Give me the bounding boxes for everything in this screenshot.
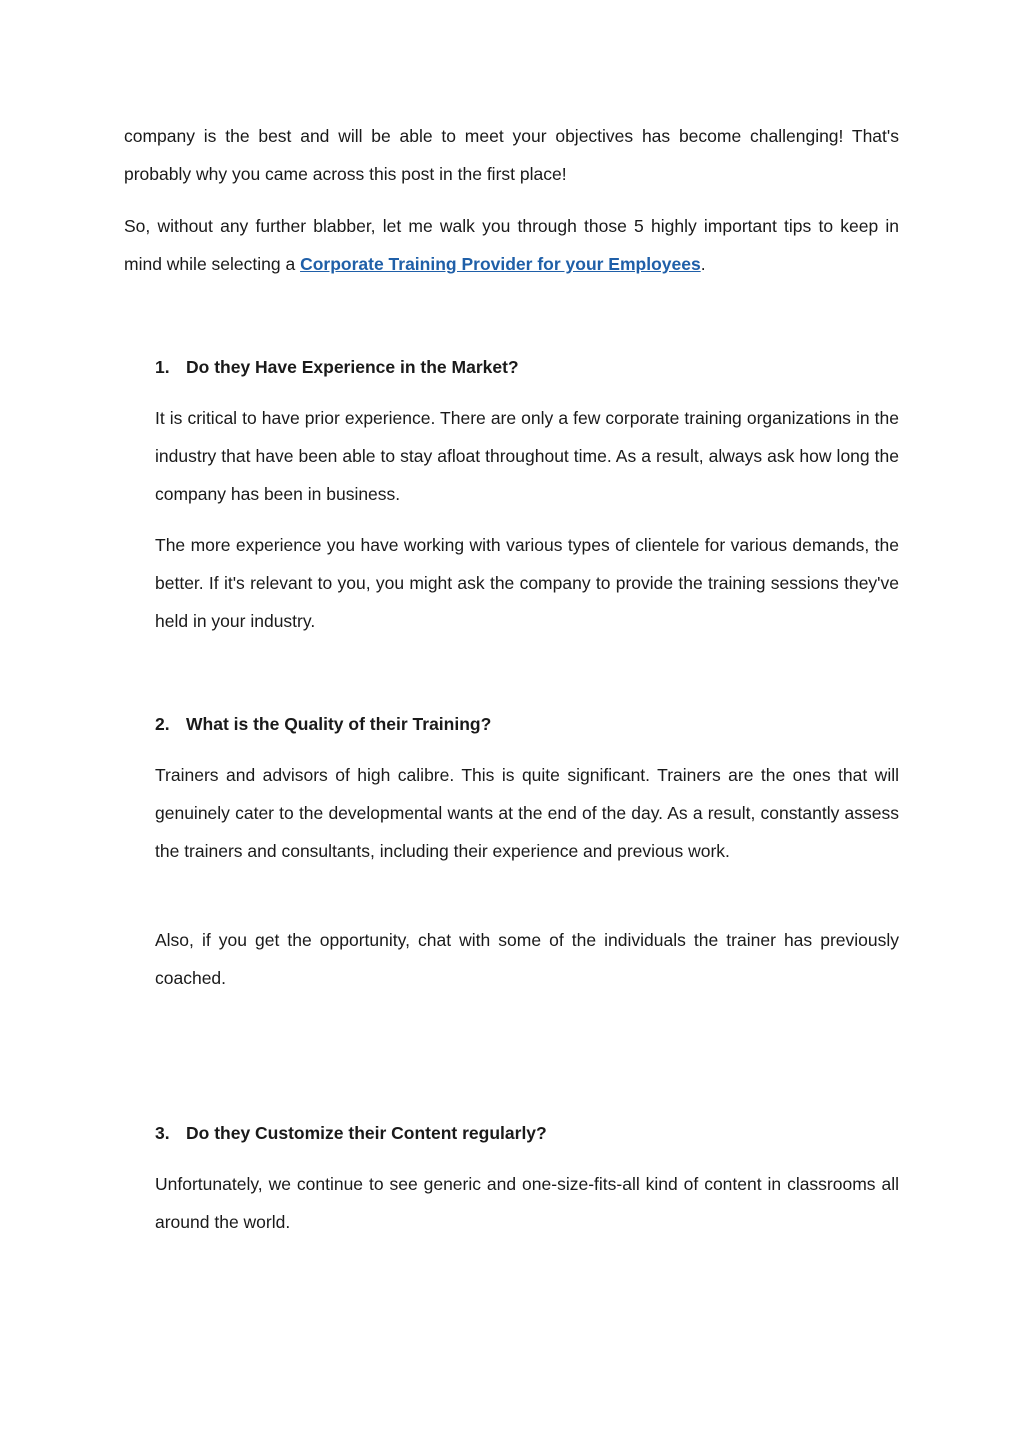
section-2-paragraph-1: Trainers and advisors of high calibre. This is quite significant. Trainers are the ones that will genuinely cater to the developmental wants at the end of the day. As a result, constantly assess the trainers and consultants, including their experience and previous work. [155, 765, 899, 861]
section-1-paragraph-2: The more experience you have working with various types of clientele for various demands, the better. If it's relevant to you, you might ask the company to provide the training sessions they've held in your industry. [155, 535, 899, 631]
section-3-paragraph-1: Unfortunately, we continue to see generic and one-size-fits-all kind of content in classrooms all around the world. [155, 1174, 899, 1232]
corporate-training-link[interactable]: Corporate Training Provider for your Employees [300, 254, 701, 274]
intro-paragraph-2 [124, 207, 899, 283]
section-3-heading [155, 1121, 899, 1145]
intro-paragraph-1: company is the best and will be able to meet your objectives has become challenging! That's probably why you came across this post in the first place! [124, 126, 899, 184]
section-2-title: What is the Quality of their Training? [186, 714, 492, 734]
section-2-number: 2. [155, 714, 170, 734]
section-3-number: 3. [155, 1123, 170, 1143]
section-1-number: 1. [155, 357, 170, 377]
section-3-title: Do they Customize their Content regularly? [186, 1123, 547, 1143]
section-1-heading [155, 355, 899, 379]
section-2-paragraph-2: Also, if you get the opportunity, chat with some of the individuals the trainer has previously coached. [155, 930, 899, 988]
intro-paragraph-2-end: . [700, 254, 706, 274]
section-2-heading [155, 712, 899, 736]
section-1-paragraph-1: It is critical to have prior experience. There are only a few corporate training organizations in the industry that have been able to stay afloat throughout time. As a result, always ask how long the company has been in business. [155, 408, 899, 504]
section-1-title: Do they Have Experience in the Market? [186, 357, 519, 377]
intro-paragraph-2-text: So, without any further blabber, let me walk you through those 5 highly important tips to keep in mind while selecting a [124, 216, 899, 274]
